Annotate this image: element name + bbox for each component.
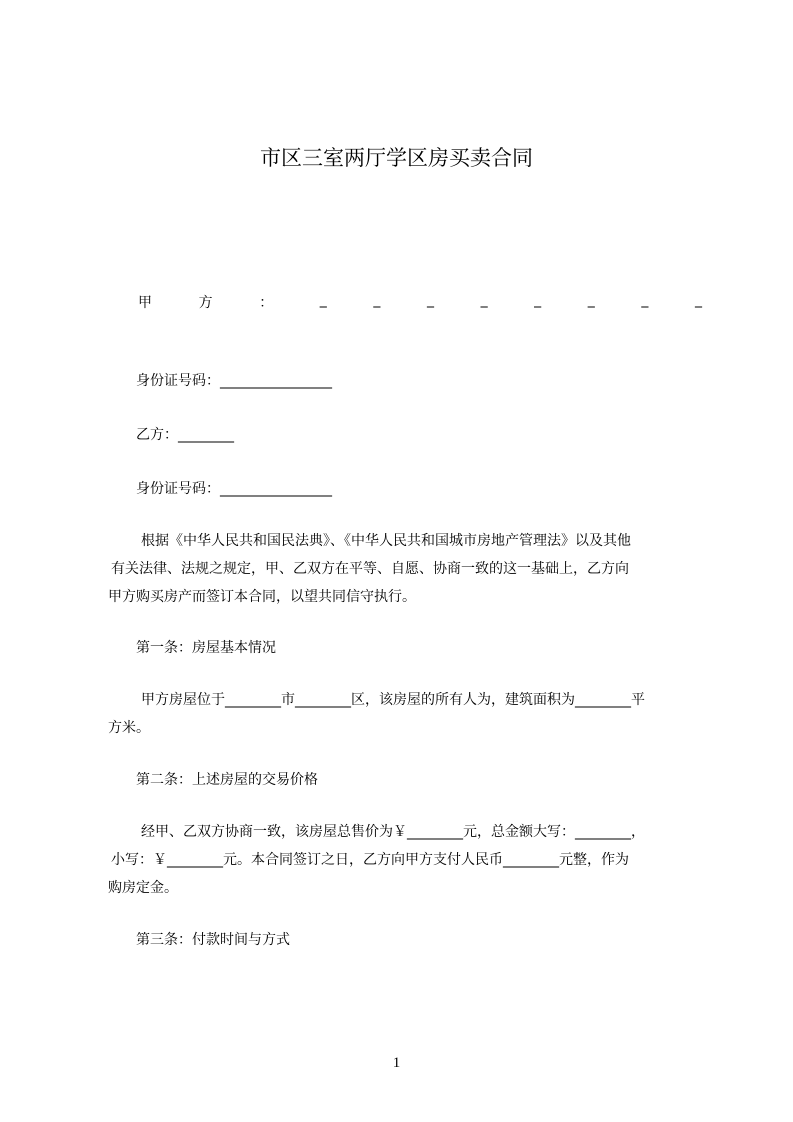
blank: _	[373, 292, 381, 308]
article2-line: 购房定金。	[108, 880, 178, 896]
blank: _	[480, 292, 488, 308]
party-b: 乙方：________	[136, 427, 234, 443]
article2-heading: 第二条：上述房屋的交易价格	[136, 772, 318, 788]
preamble-line: 根据《中华人民共和国民法典》、《中华人民共和国城市房地产管理法》以及其他	[141, 533, 631, 549]
article1-line: 甲方房屋位于________市________区，该房屋的所有人为，建筑面积为________平	[141, 692, 645, 708]
preamble-line: 有关法律、法规之规定，甲、乙双方在平等、自愿、协商一致的这一基础上，乙方向	[111, 561, 629, 577]
blank: _	[319, 292, 327, 308]
blank: _	[534, 292, 542, 308]
preamble-line: 甲方购买房产而签订本合同，以望共同信守执行。	[108, 589, 416, 605]
party-a-id: 身份证号码：________________	[136, 373, 332, 389]
page-number: 1	[392, 1055, 401, 1071]
party-b-id: 身份证号码：________________	[136, 481, 332, 497]
contract-title: 市区三室两厅学区房买卖合同	[260, 146, 533, 170]
article1-heading: 第一条：房屋基本情况	[136, 640, 276, 656]
party-a-char: 甲	[138, 295, 152, 311]
party-a-char: 方	[198, 295, 213, 311]
party-a-char: ：	[259, 295, 274, 311]
article3-heading: 第三条：付款时间与方式	[136, 932, 290, 948]
party-a-field	[138, 292, 702, 312]
article2-line: 小写：￥________元。本合同签订之日，乙方向甲方支付人民币________元整，作为	[111, 852, 629, 868]
blank: _	[694, 292, 702, 308]
article1-line: 方米。	[108, 720, 150, 736]
blank: _	[426, 292, 434, 308]
blank: _	[587, 292, 595, 308]
article2-line: 经甲、乙双方协商一致，该房屋总售价为￥________元，总金额大写：________，	[141, 824, 645, 840]
blank: _	[641, 292, 649, 308]
